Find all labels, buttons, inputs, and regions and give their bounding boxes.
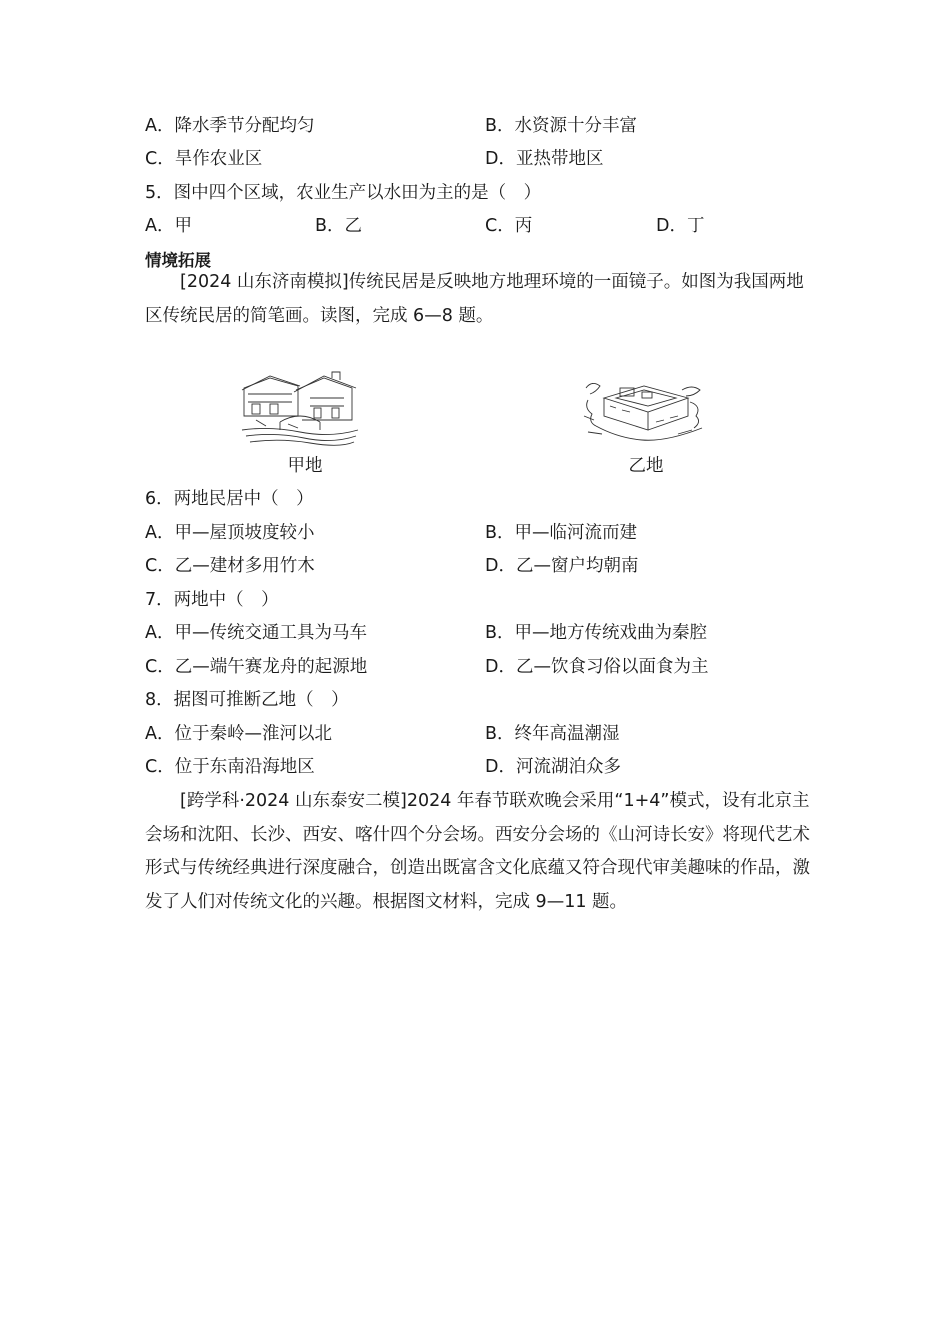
section-title: 情境拓展: [145, 251, 211, 270]
intro-paragraph-2-text: [跨学科·2024 山东泰安二模]2024 年春节联欢晚会采用“1+4”模式，设有北京主会场和沈阳、长沙、西安、喀什四个分会场。西安分会场的《山河诗长安》将现代艺术形式与传统经典进行深度融合，创造出既富含文化底蕴又符合现代审美趣味的作品，激发了人们对传统文化的兴趣。根据图文材料，完成 9—11 题。: [145, 791, 810, 912]
q4-option-b: B．水资源十分丰富: [485, 116, 638, 136]
q7-option-b: B．甲—地方传统戏曲为秦腔: [485, 623, 708, 643]
intro-paragraph-2: [145, 785, 810, 919]
q6-option-c: C．乙—建材多用竹木: [145, 556, 315, 576]
q4-option-a: A．降水季节分配均匀: [145, 116, 315, 136]
water-town-house-sketch: [240, 370, 360, 446]
q6-option-a: A．甲—屋顶坡度较小: [145, 523, 315, 543]
q5-stem: 5．图中四个区域，农业生产以水田为主的是（ ）: [145, 183, 542, 203]
q4-option-c: C．旱作农业区: [145, 149, 263, 169]
q5-option-b: B．乙: [315, 216, 363, 236]
q4-option-d: D．亚热带地区: [485, 149, 604, 169]
q5-option-c: C．丙: [485, 216, 533, 236]
intro-paragraph-1-text: [2024 山东济南模拟]传统民居是反映地方地理环境的一面镜子。如图为我国两地区传统民居的简笔画。读图，完成 6—8 题。: [145, 272, 804, 326]
q8-option-b: B．终年高温潮湿: [485, 724, 620, 744]
q8-stem: 8．据图可推断乙地（ ）: [145, 690, 349, 710]
courtyard-house-sketch: [582, 376, 708, 446]
q6-option-d: D．乙—窗户均朝南: [485, 556, 639, 576]
q8-option-d: D．河流湖泊众多: [485, 757, 621, 777]
q7-option-a: A．甲—传统交通工具为马车: [145, 623, 367, 643]
left-figure-caption: 甲地: [287, 456, 323, 476]
q6-option-b: B．甲—临河流而建: [485, 523, 638, 543]
q5-option-a: A．甲: [145, 216, 192, 236]
right-figure-caption: 乙地: [628, 456, 664, 476]
q7-option-c: C．乙—端午赛龙舟的起源地: [145, 657, 368, 677]
q6-stem: 6．两地民居中（ ）: [145, 489, 314, 509]
q7-stem: 7．两地中（ ）: [145, 590, 279, 610]
q8-option-c: C．位于东南沿海地区: [145, 757, 315, 777]
q8-option-a: A．位于秦岭—淮河以北: [145, 724, 332, 744]
q5-option-d: D．丁: [656, 216, 705, 236]
intro-paragraph-1: [145, 266, 810, 333]
q7-option-d: D．乙—饮食习俗以面食为主: [485, 657, 709, 677]
